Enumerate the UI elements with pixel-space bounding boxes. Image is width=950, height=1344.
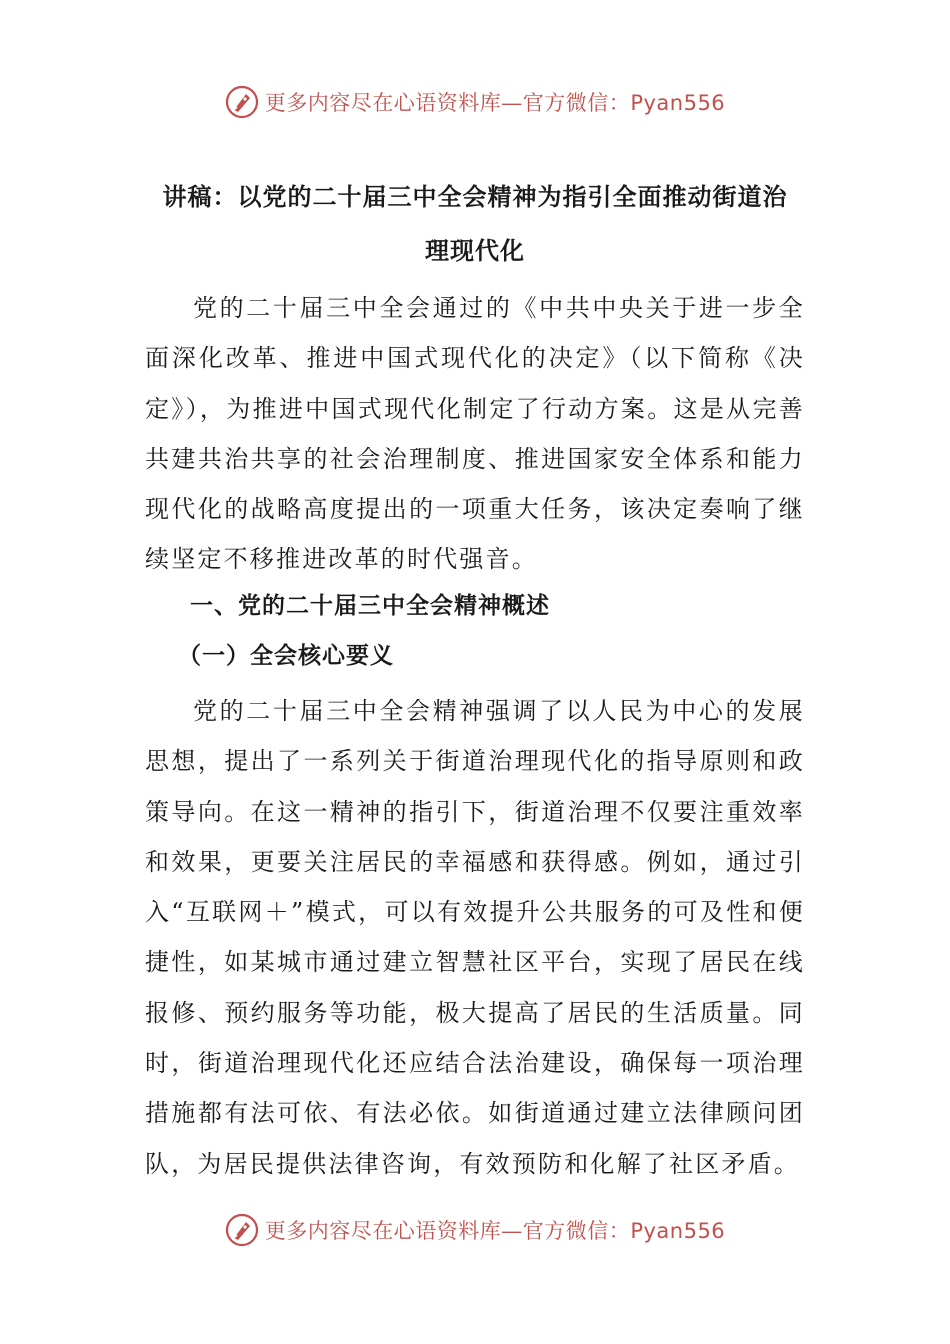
banner-text: 更多内容尽在心语资料库—官方微信：Pyan556 <box>264 91 726 115</box>
pen-nib-logo-icon <box>225 1213 259 1247</box>
title-line-1: 讲稿：以党的二十届三中全会精神为指引全面推动街道治 <box>162 183 788 211</box>
pen-nib-logo-icon <box>225 85 259 119</box>
paragraph-core-meaning: 党的二十届三中全会精神强调了以人民为中心的发展思想，提出了一系列关于街道治理现代化的指导原则和政策导向。在这一精神的指引下，街道治理不仅要注重效率和效果，更要关注居民的幸福感和获得感。例如，通过引入“互联网＋”模式，可以有效提升公共服务的可及性和便捷性，如某城市通过建立智慧社区平台，实现了居民在线报修、预约服务等功能，极大提高了居民的生活质量。同时，街道治理现代化还应结合法治建设，确保每一项治理措施都有法可依、有法必依。如街道通过建立法律顾问团队，为居民提供法律咨询，有效预防和化解了社区矛盾。 <box>145 697 805 1178</box>
document-title <box>145 170 805 278</box>
banner-wechat-id: Pyan556 <box>630 1219 726 1243</box>
paragraph-intro: 党的二十届三中全会通过的《中共中央关于进一步全面深化改革、推进中国式现代化的决定》（以下简称《决定》），为推进中国式现代化制定了行动方案。这是从完善共建共治共享的社会治理制度、推进国家安全体系和能力现代化的战略高度提出的一项重大任务，该决定奏响了继续坚定不移推进改革的时代强音。 <box>145 294 805 574</box>
section-heading-1: 一、党的二十届三中全会精神概述 <box>190 593 550 619</box>
header-banner <box>0 82 950 122</box>
title-line-2: 理现代化 <box>425 237 525 265</box>
subsection-heading-1: （一）全会核心要义 <box>178 643 394 669</box>
footer-banner <box>0 1210 950 1250</box>
banner-wechat-id: Pyan556 <box>630 91 726 115</box>
banner-text: 更多内容尽在心语资料库—官方微信：Pyan556 <box>264 1219 726 1243</box>
